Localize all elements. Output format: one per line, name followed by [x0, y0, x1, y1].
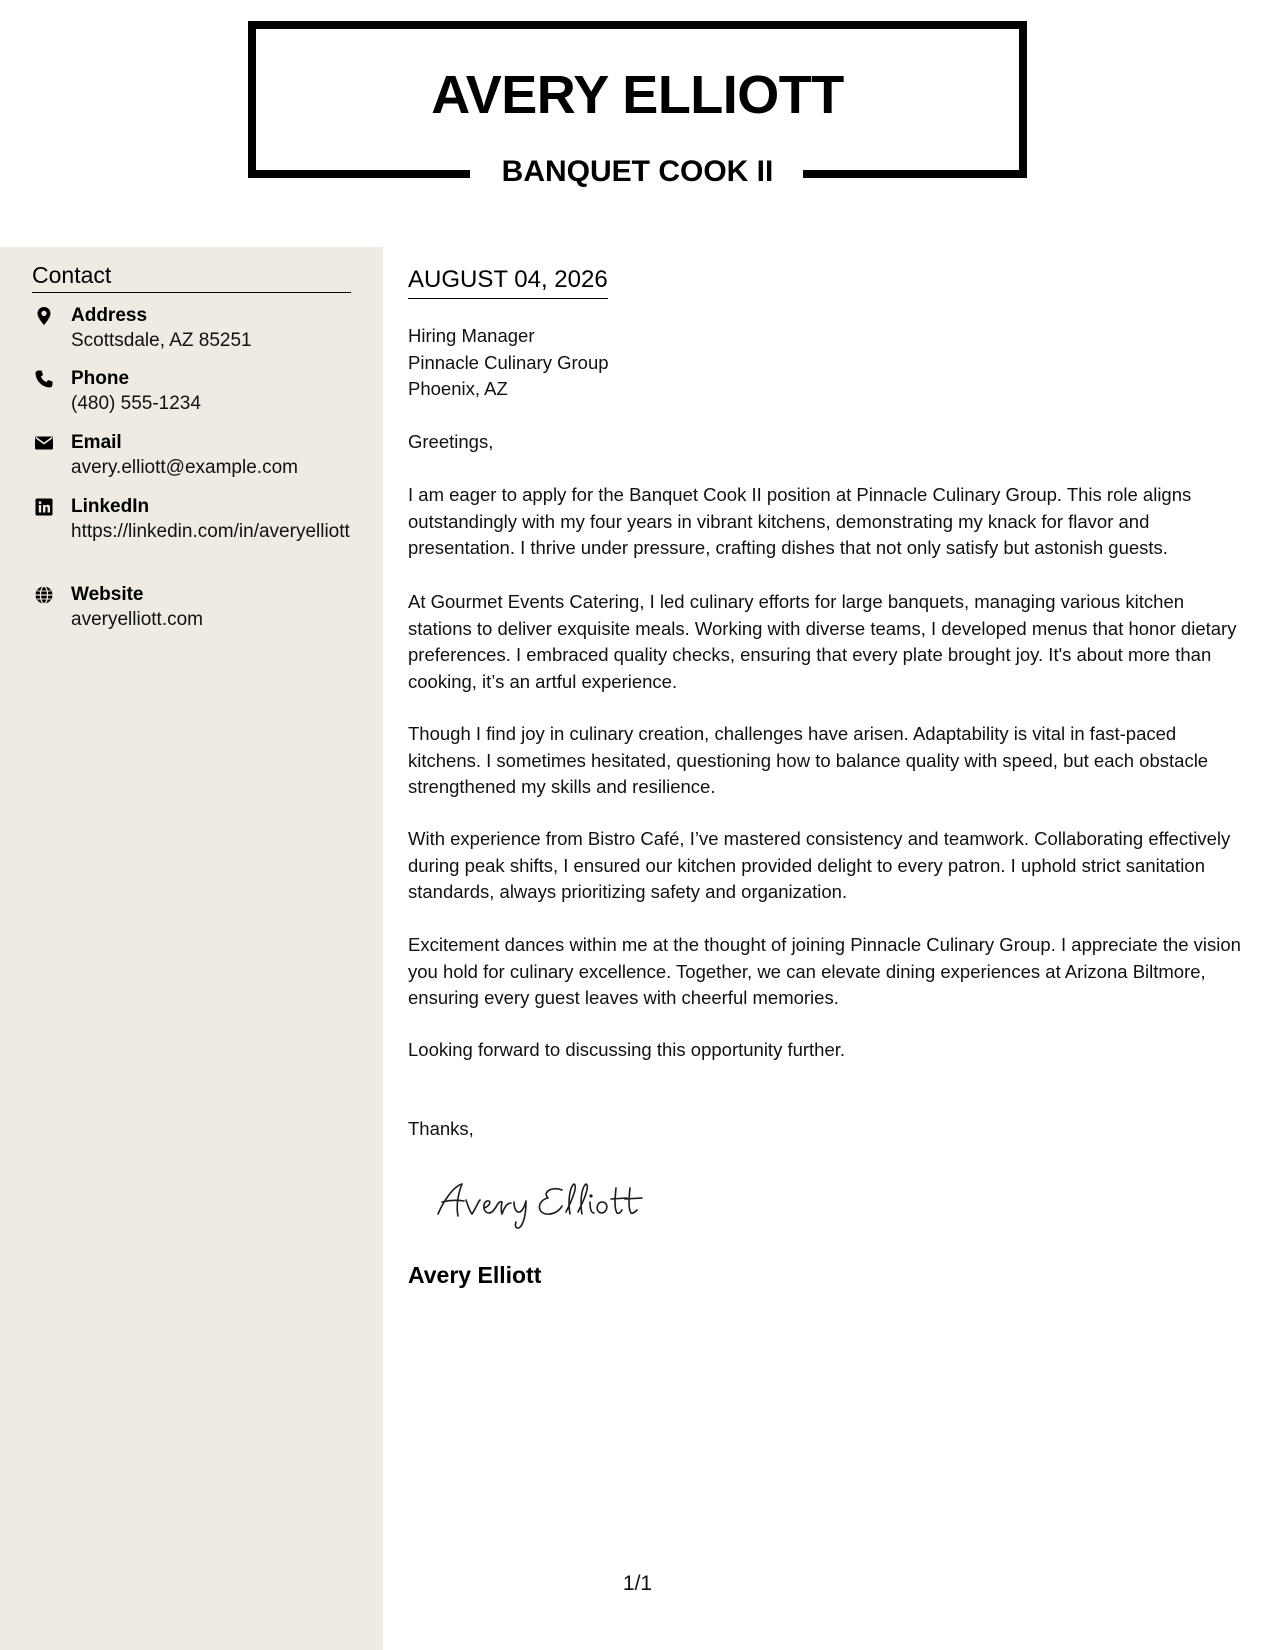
page-number: 1/1 [622, 1572, 653, 1595]
contact-heading: Contact [32, 260, 351, 293]
contact-value: (480) 555-1234 [71, 393, 201, 414]
contact-label: Website [71, 584, 144, 605]
recipient-line: Pinnacle Culinary Group [408, 351, 609, 373]
contact-label: Phone [71, 368, 130, 389]
location-pin-icon [34, 306, 54, 326]
recipient-line: Hiring Manager [408, 325, 535, 346]
phone-icon [34, 369, 54, 389]
globe-icon [34, 585, 54, 605]
contact-value: averyelliott.com [71, 609, 203, 630]
contact-label: LinkedIn [71, 496, 150, 517]
signer-name: Avery Elliott [408, 1262, 542, 1288]
letter-date: AUGUST 04, 2026 [408, 264, 608, 299]
body-paragraph: Though I find joy in culinary creation, challenges have arisen. Adaptability is vital in fast-paced kitchens. I sometimes hesitated, questioning how to balance quality with speed, but each obstacle strengthened my skills and resilience. [408, 723, 1209, 797]
body-paragraph: With experience from Bistro Café, I’ve mastered consistency and teamwork. Collaborating effectively during peak shifts, I ensured our kitchen provided delight to every patron. I uphold strict sanitation standards, always prioritizing safety and organization. [408, 828, 1231, 902]
salutation: Greetings, [408, 431, 494, 452]
contact-value: https://linkedin.com/in/averyelliott [71, 521, 350, 542]
contact-label: Email [71, 432, 122, 453]
envelope-icon [34, 433, 54, 453]
body-paragraph: Looking forward to discussing this opportunity further. [408, 1039, 846, 1060]
linkedin-icon [34, 497, 54, 517]
contact-label: Address [71, 305, 148, 326]
signature-image [432, 1170, 672, 1240]
body-paragraph: Excitement dances within me at the thought of joining Pinnacle Culinary Group. I appreciate the vision you hold for culinary excellence. Together, we can elevate dining experiences at Arizona Biltmore, ensuring every guest leaves with cheerful memories. [408, 934, 1241, 1008]
applicant-name: AVERY ELLIOTT [431, 65, 844, 125]
closing: Thanks, [408, 1118, 474, 1139]
body-paragraph: I am eager to apply for the Banquet Cook II position at Pinnacle Culinary Group. This role aligns outstandingly with my four years in vibrant kitchens, demonstrating my knack for flavor and presentation. I thrive under pressure, crafting dishes that not only satisfy but astonish guests. [408, 484, 1192, 558]
body-paragraph: At Gourmet Events Catering, I led culinary efforts for large banquets, managing various kitchen stations to deliver exquisite meals. Working with diverse teams, I developed menus that honor dietary preferences. I embraced quality checks, ensuring that every plate brought joy. It's about more than cooking, it’s an artful experience. [408, 591, 1237, 692]
recipient-block [408, 323, 609, 403]
recipient-line: Phoenix, AZ [408, 378, 508, 399]
contact-value: avery.elliott@example.com [71, 457, 298, 478]
job-title: BANQUET COOK II [501, 155, 774, 188]
contact-value: Scottsdale, AZ 85251 [71, 330, 252, 351]
